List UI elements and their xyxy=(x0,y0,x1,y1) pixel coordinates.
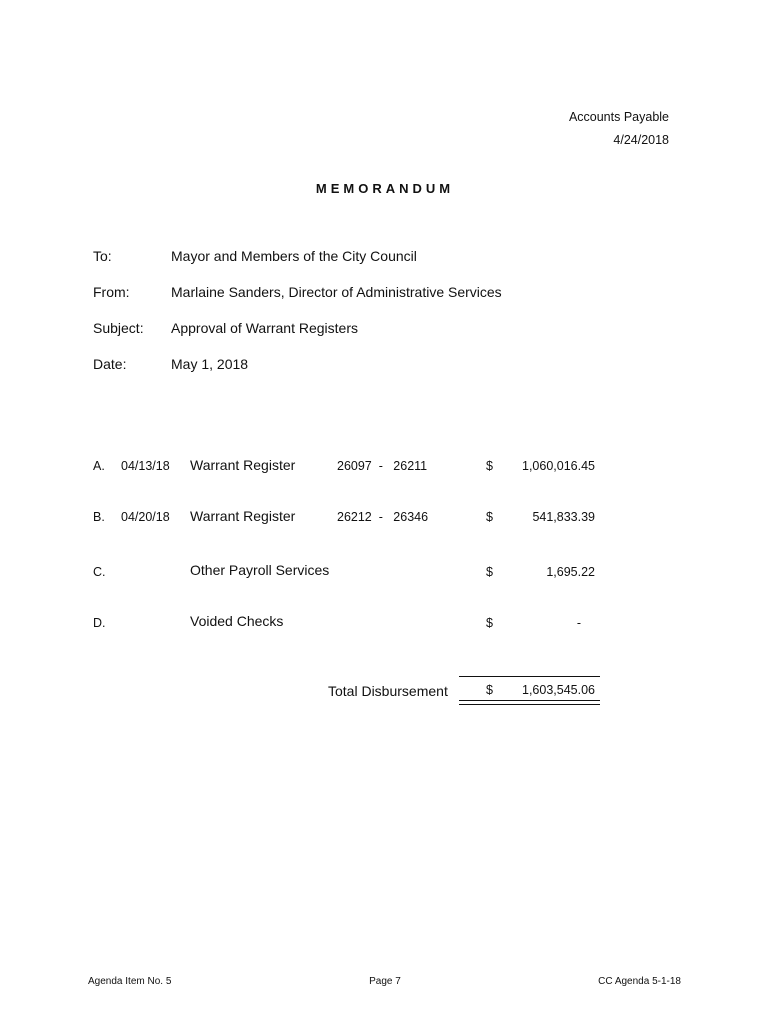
memo-date: 4/24/2018 xyxy=(613,133,669,147)
total-top-rule xyxy=(459,676,600,677)
row-amount: 1,060,016.45 xyxy=(522,459,595,473)
to-value: Mayor and Members of the City Council xyxy=(171,248,417,264)
footer-page-number: Page 7 xyxy=(369,976,401,987)
row-letter: B. xyxy=(93,510,105,524)
date-label: Date: xyxy=(93,356,127,372)
total-currency: $ xyxy=(486,683,493,697)
row-description: Warrant Register xyxy=(190,508,296,524)
subject-label: Subject: xyxy=(93,320,144,336)
row-amount: - xyxy=(576,616,581,630)
footer-agenda-item: Agenda Item No. 5 xyxy=(88,976,172,987)
row-amount: 541,833.39 xyxy=(532,510,595,524)
row-amount: 1,695.22 xyxy=(546,565,595,579)
total-double-rule xyxy=(459,700,600,705)
footer-agenda-date: CC Agenda 5-1-18 xyxy=(598,976,681,987)
subject-value: Approval of Warrant Registers xyxy=(171,320,358,336)
row-description: Voided Checks xyxy=(190,613,284,629)
to-label: To: xyxy=(93,248,112,264)
row-letter: A. xyxy=(93,459,105,473)
row-letter: C. xyxy=(93,565,106,579)
from-label: From: xyxy=(93,284,130,300)
row-currency: $ xyxy=(486,616,493,630)
row-date: 04/13/18 xyxy=(121,459,170,473)
row-currency: $ xyxy=(486,459,493,473)
memo-title: MEMORANDUM xyxy=(315,181,455,196)
row-description: Warrant Register xyxy=(190,457,296,473)
row-warrant-range: 26097 - 26211 xyxy=(337,459,428,473)
row-currency: $ xyxy=(486,510,493,524)
total-amount: 1,603,545.06 xyxy=(522,683,595,697)
row-warrant-range: 26212 - 26346 xyxy=(337,510,429,524)
from-value: Marlaine Sanders, Director of Administrative Services xyxy=(171,284,502,300)
department-label: Accounts Payable xyxy=(568,110,669,124)
row-letter: D. xyxy=(93,616,106,630)
row-date: 04/20/18 xyxy=(121,510,170,524)
date-value: May 1, 2018 xyxy=(171,356,249,372)
total-label: Total Disbursement xyxy=(328,683,448,699)
row-currency: $ xyxy=(486,565,493,579)
row-description: Other Payroll Services xyxy=(190,562,330,578)
